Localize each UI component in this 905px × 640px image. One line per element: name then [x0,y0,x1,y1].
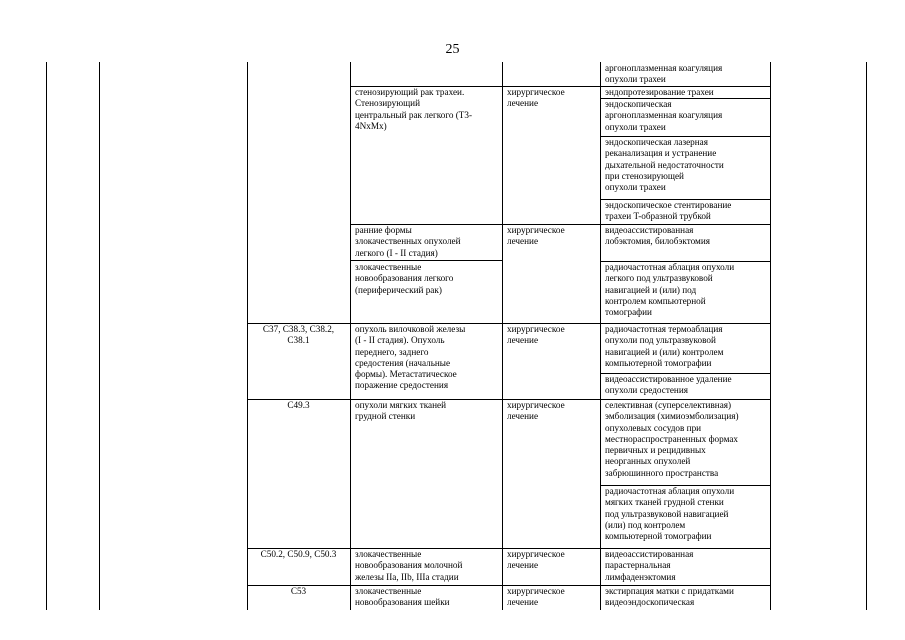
treatment-cell: хирургическое лечение [507,324,565,346]
method-cell: эндоскопическая лазерная реканализация и устранение дыхательной недостаточности при стенозирующей опухоли трахеи [605,137,724,193]
col-line [502,62,503,610]
col-line [770,62,771,610]
disease-cell: ранние формы злокачественных опухолей легкого (I - II стадия) [355,225,461,258]
page-border-left [46,62,47,610]
code-cell: C50.2, C50.9, C50.3 [260,549,337,559]
disease-cell: опухоли мягких тканей грудной стенки [355,400,447,422]
treatment-cell: хирургическое лечение [507,586,565,608]
code-cell: C49.3 [287,400,310,410]
treatment-cell: хирургическое лечение [507,400,565,422]
page-number: 25 [445,42,460,57]
code-cell: C53 [290,586,307,596]
disease-cell: опухоль вилочковой железы (I - II стадия). Опухоль переднего, заднего средостения (начальные формы). Метастатическое поражение средостения [355,324,466,391]
col-line [600,62,601,610]
disease-cell: злокачественные новообразования шейки [355,586,450,608]
method-cell: видеоассистированная парастернальная лимфаденэктомия [605,549,694,582]
method-cell: аргоноплазменная коагуляция опухоли трахеи [605,63,723,85]
method-cell: эндоскопическое стентирование трахеи T-образной трубкой [605,200,732,222]
disease-cell: злокачественные новообразования легкого (периферический рак) [355,262,454,295]
code-cell: C37, C38.3, C38.2, C38.1 [262,324,335,346]
page-border-right [866,62,867,610]
disease-cell: злокачественные новообразования молочной железы IIa, IIb, IIIa стадии [355,549,463,582]
method-cell: эндоскопическая аргоноплазменная коагуляция опухоли трахеи [605,99,723,132]
method-cell: радиочастотная аблация опухоли легкого под ультразвуковой навигацией и (или) под контролем компьютерной томографии [605,262,735,318]
method-cell: радиочастотная термоаблация опухоли под ультразвуковой навигацией и (или) контролем компьютерной томографии [605,324,724,368]
treatment-cell: хирургическое лечение [507,87,565,109]
method-cell: радиочастотная аблация опухоли мягких тканей грудной стенки под ультразвуковой навигацией (или) под контролем компьютерной томографии [605,486,735,542]
row-line [350,260,502,261]
method-cell: видеоассистированное удаление опухоли средостения [605,374,732,396]
method-cell: экстирпация матки с придатками видеоэндоскопическая [605,586,734,608]
method-cell: видеоассистированная лобэктомия, билобэктомия [605,225,711,247]
disease-cell: стенозирующий рак трахеи. Стенозирующий центральный рак легкого (T3- 4NxMx) [355,87,473,131]
col-line [247,62,248,610]
method-cell: селективная (суперселективная) эмболизация (химиоэмболизация) опухолевых сосудов при местнораспространенных формах первичных и рецидивных неорганных опухолей забрюшинного пространства [605,400,739,478]
treatment-cell: хирургическое лечение [507,549,565,571]
column-divider [99,62,100,610]
method-cell: эндопротезирование трахеи [605,87,714,97]
treatment-cell: хирургическое лечение [507,225,565,247]
col-line [350,62,351,610]
